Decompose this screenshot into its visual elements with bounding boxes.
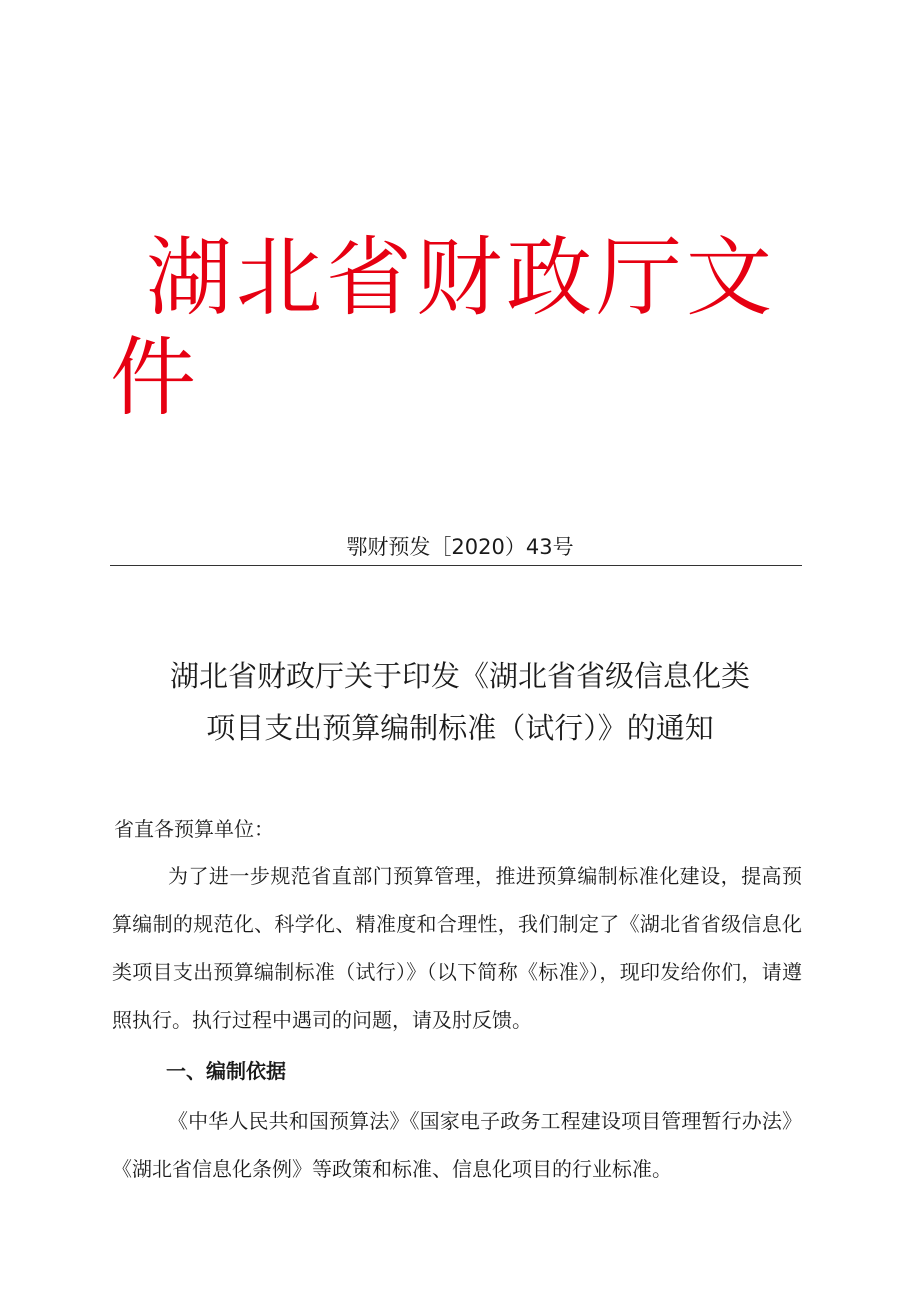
- section-heading-basis: 一、编制依据: [166, 1059, 286, 1083]
- masthead-title: 湖北省财政厅文件: [110, 228, 776, 428]
- notice-title: [110, 650, 810, 754]
- document-number: 鄂财预发［2020）43号: [346, 535, 574, 559]
- salutation: 省直各预算单位：: [114, 817, 274, 841]
- body-paragraph-basis: 《中华人民共和国预算法》《国家电子政务工程建设项目管理暂行办法》《湖北省信息化条例》等政策和标准、信息化项目的行业标准。: [112, 1109, 802, 1181]
- separator-rule: [110, 565, 802, 566]
- notice-title-line-1: 湖北省财政厅关于印发《湖北省省级信息化类: [169, 659, 750, 693]
- body-paragraph-intro: 为了进一步规范省直部门预算管理，推进预算编制标准化建设，提高预算编制的规范化、科学化、精准度和合理性，我们制定了《湖北省省级信息化类项目支出预算编制标准（试行）》（以下简称《标准》），现印发给你们，请遵照执行。执行过程中遇司的问题，请及肘反馈。: [112, 864, 802, 1032]
- notice-title-line-2: 项目支出预算编制标准（试行）》的通知: [206, 711, 714, 745]
